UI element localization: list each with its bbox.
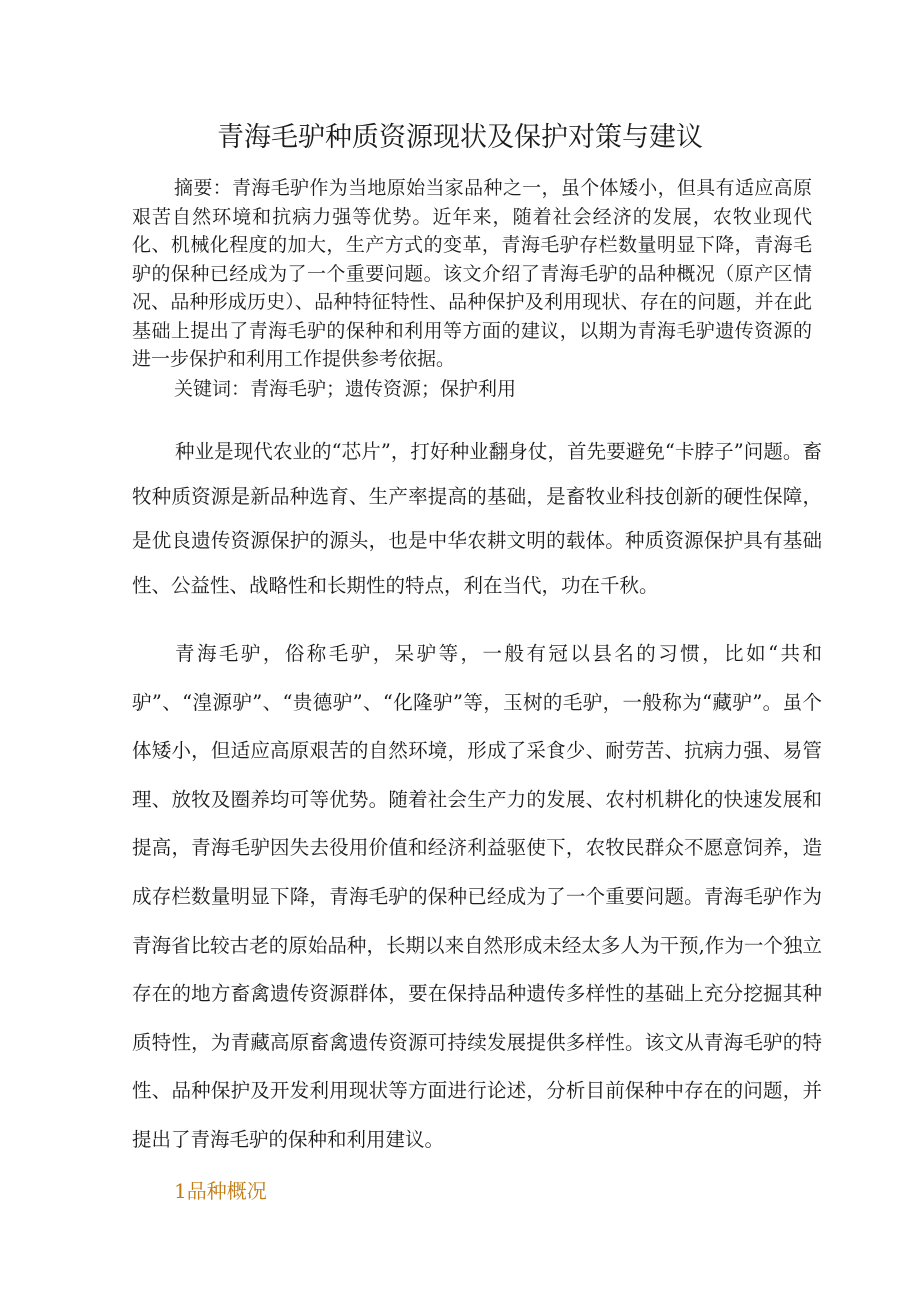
- abstract-paragraph: 摘要：青海毛驴作为当地原始当家品种之一，虽个体矮小，但具有适应高原艰苦自然环境和抗病力强等优势。近年来，随着社会经济的发展，农牧业现代化、机械化程度的加大，生产方式的变革，青海毛驴存栏数量明显下降，青海毛驴的保种已经成为了一个重要问题。该文介绍了青海毛驴的品种概况（原产区情况、品种形成历史）、品种特征特性、品种保护及利用现状、存在的问题，并在此基础上提出了青海毛驴的保种和利用等方面的建议，以期为青海毛驴遗传资源的进一步保护和利用工作提供参考依据。: [132, 177, 812, 370]
- body-paragraph: 青海毛驴，俗称毛驴，呆驴等，一般有冠以县名的习惯，比如“共和驴”、“湟源驴”、“贵德驴”、“化隆驴”等，玉树的毛驴，一般称为“藏驴”。虽个体矮小，但适应高原艰苦的自然环境，形成了采食少、耐劳苦、抗病力强、易管理、放牧及圈养均可等优势。随着社会生产力的发展、农村机耕化的快速发展和提高，青海毛驴因失去役用价值和经济利益驱使下，农牧民群众不愿意饲养，造成存栏数量明显下降，青海毛驴的保种已经成为了一个重要问题。青海毛驴作为青海省比较古老的原始品种，长期以来自然形成未经太多人为干预,作为一个独立存在的地方畜禽遗传资源群体，要在保持品种遗传多样性的基础上充分挖掘其种质特性，为青藏高原畜禽遗传资源可持续发展提供多样性。该文从青海毛驴的特性、品种保护及开发利用现状等方面进行论述，分析目前保种中存在的问题，并提出了青海毛驴的保种和利用建议。: [132, 642, 822, 1151]
- section-heading: 1品种概况: [174, 1179, 267, 1203]
- keywords-line: 关键词：青海毛驴；遗传资源；保护利用: [174, 378, 517, 400]
- body-paragraph: 种业是现代农业的“芯片”，打好种业翻身仗，首先要避免“卡脖子”问题。畜牧种质资源是新品种选育、生产率提高的基础，是畜牧业科技创新的硬性保障，是优良遗传资源保护的源头，也是中华农耕文明的载体。种质资源保护具有基础性、公益性、战略性和长期性的特点，利在当代，功在千秋。: [132, 440, 822, 597]
- document-title: 青海毛驴种质资源现状及保护对策与建议: [217, 122, 703, 153]
